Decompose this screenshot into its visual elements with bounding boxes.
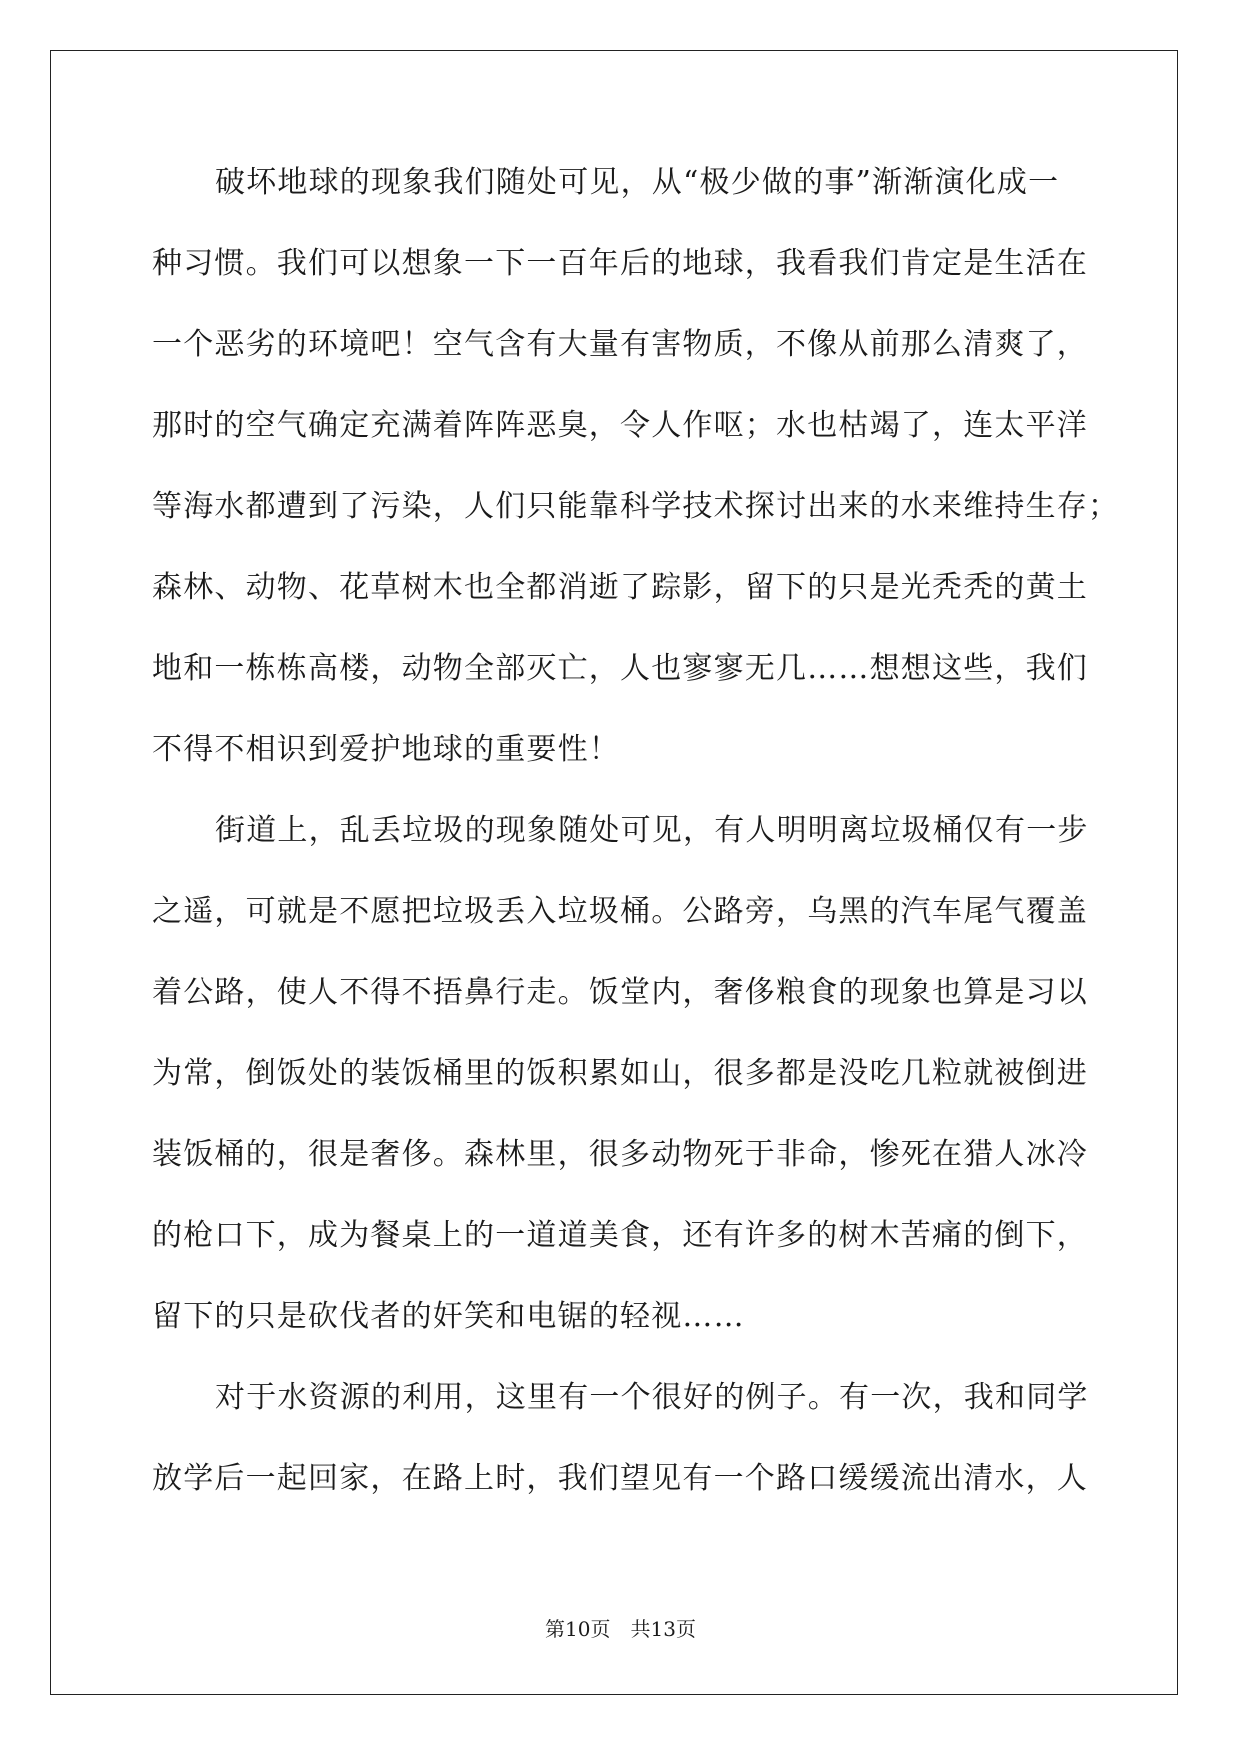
paragraph-1-line-1: 破坏地球的现象我们随处可见，从“极少做的事”渐渐演化成一 [215,165,1060,200]
paragraph-1-line-7: 地和一栋栋高楼，动物全部灭亡，人也寥寥无几……想想这些，我们 [152,651,1088,686]
paragraph-2-line-3: 着公路，使人不得不捂鼻行走。饭堂内，奢侈粮食的现象也算是习以 [152,975,1088,1010]
paragraph-1-line-8: 不得不相识到爱护地球的重要性！ [152,732,620,767]
paragraph-1-line-2: 种习惯。我们可以想象一下一百年后的地球，我看我们肯定是生活在 [152,246,1088,281]
paragraph-2-line-7: 留下的只是砍伐者的奸笑和电锯的轻视…… [152,1299,745,1334]
paragraph-1-line-4: 那时的空气确定充满着阵阵恶臭，令人作呕；水也枯竭了，连太平洋 [152,408,1088,443]
paragraph-2-line-4: 为常，倒饭处的装饭桶里的饭积累如山，很多都是没吃几粒就被倒进 [152,1056,1088,1091]
paragraph-2-line-2: 之遥，可就是不愿把垃圾丢入垃圾桶。公路旁，乌黑的汽车尾气覆盖 [152,894,1088,929]
paragraph-3-line-2: 放学后一起回家，在路上时，我们望见有一个路口缓缓流出清水，人 [152,1461,1088,1496]
paragraph-1-line-6: 森林、动物、花草树木也全都消逝了踪影，留下的只是光秃秃的黄土 [152,570,1088,605]
paragraph-2-line-6: 的枪口下，成为餐桌上的一道道美食，还有许多的树木苦痛的倒下， [152,1218,1088,1253]
paragraph-1-line-3: 一个恶劣的环境吧！空气含有大量有害物质，不像从前那么清爽了， [152,327,1088,362]
paragraph-2-line-1: 街道上，乱丢垃圾的现象随处可见，有人明明离垃圾桶仅有一步 [215,813,1089,848]
paragraph-2-line-5: 装饭桶的，很是奢侈。森林里，很多动物死于非命，惨死在猎人冰冷 [152,1137,1088,1172]
document-body [152,153,1120,1530]
paragraph-1-line-5: 等海水都遭到了污染，人们只能靠科学技术探讨出来的水来维持生存； [152,489,1120,524]
page-number-footer: 第10页 共13页 [545,1617,696,1641]
paragraph-3-line-1: 对于水资源的利用，这里有一个很好的例子。有一次，我和同学 [215,1380,1089,1415]
